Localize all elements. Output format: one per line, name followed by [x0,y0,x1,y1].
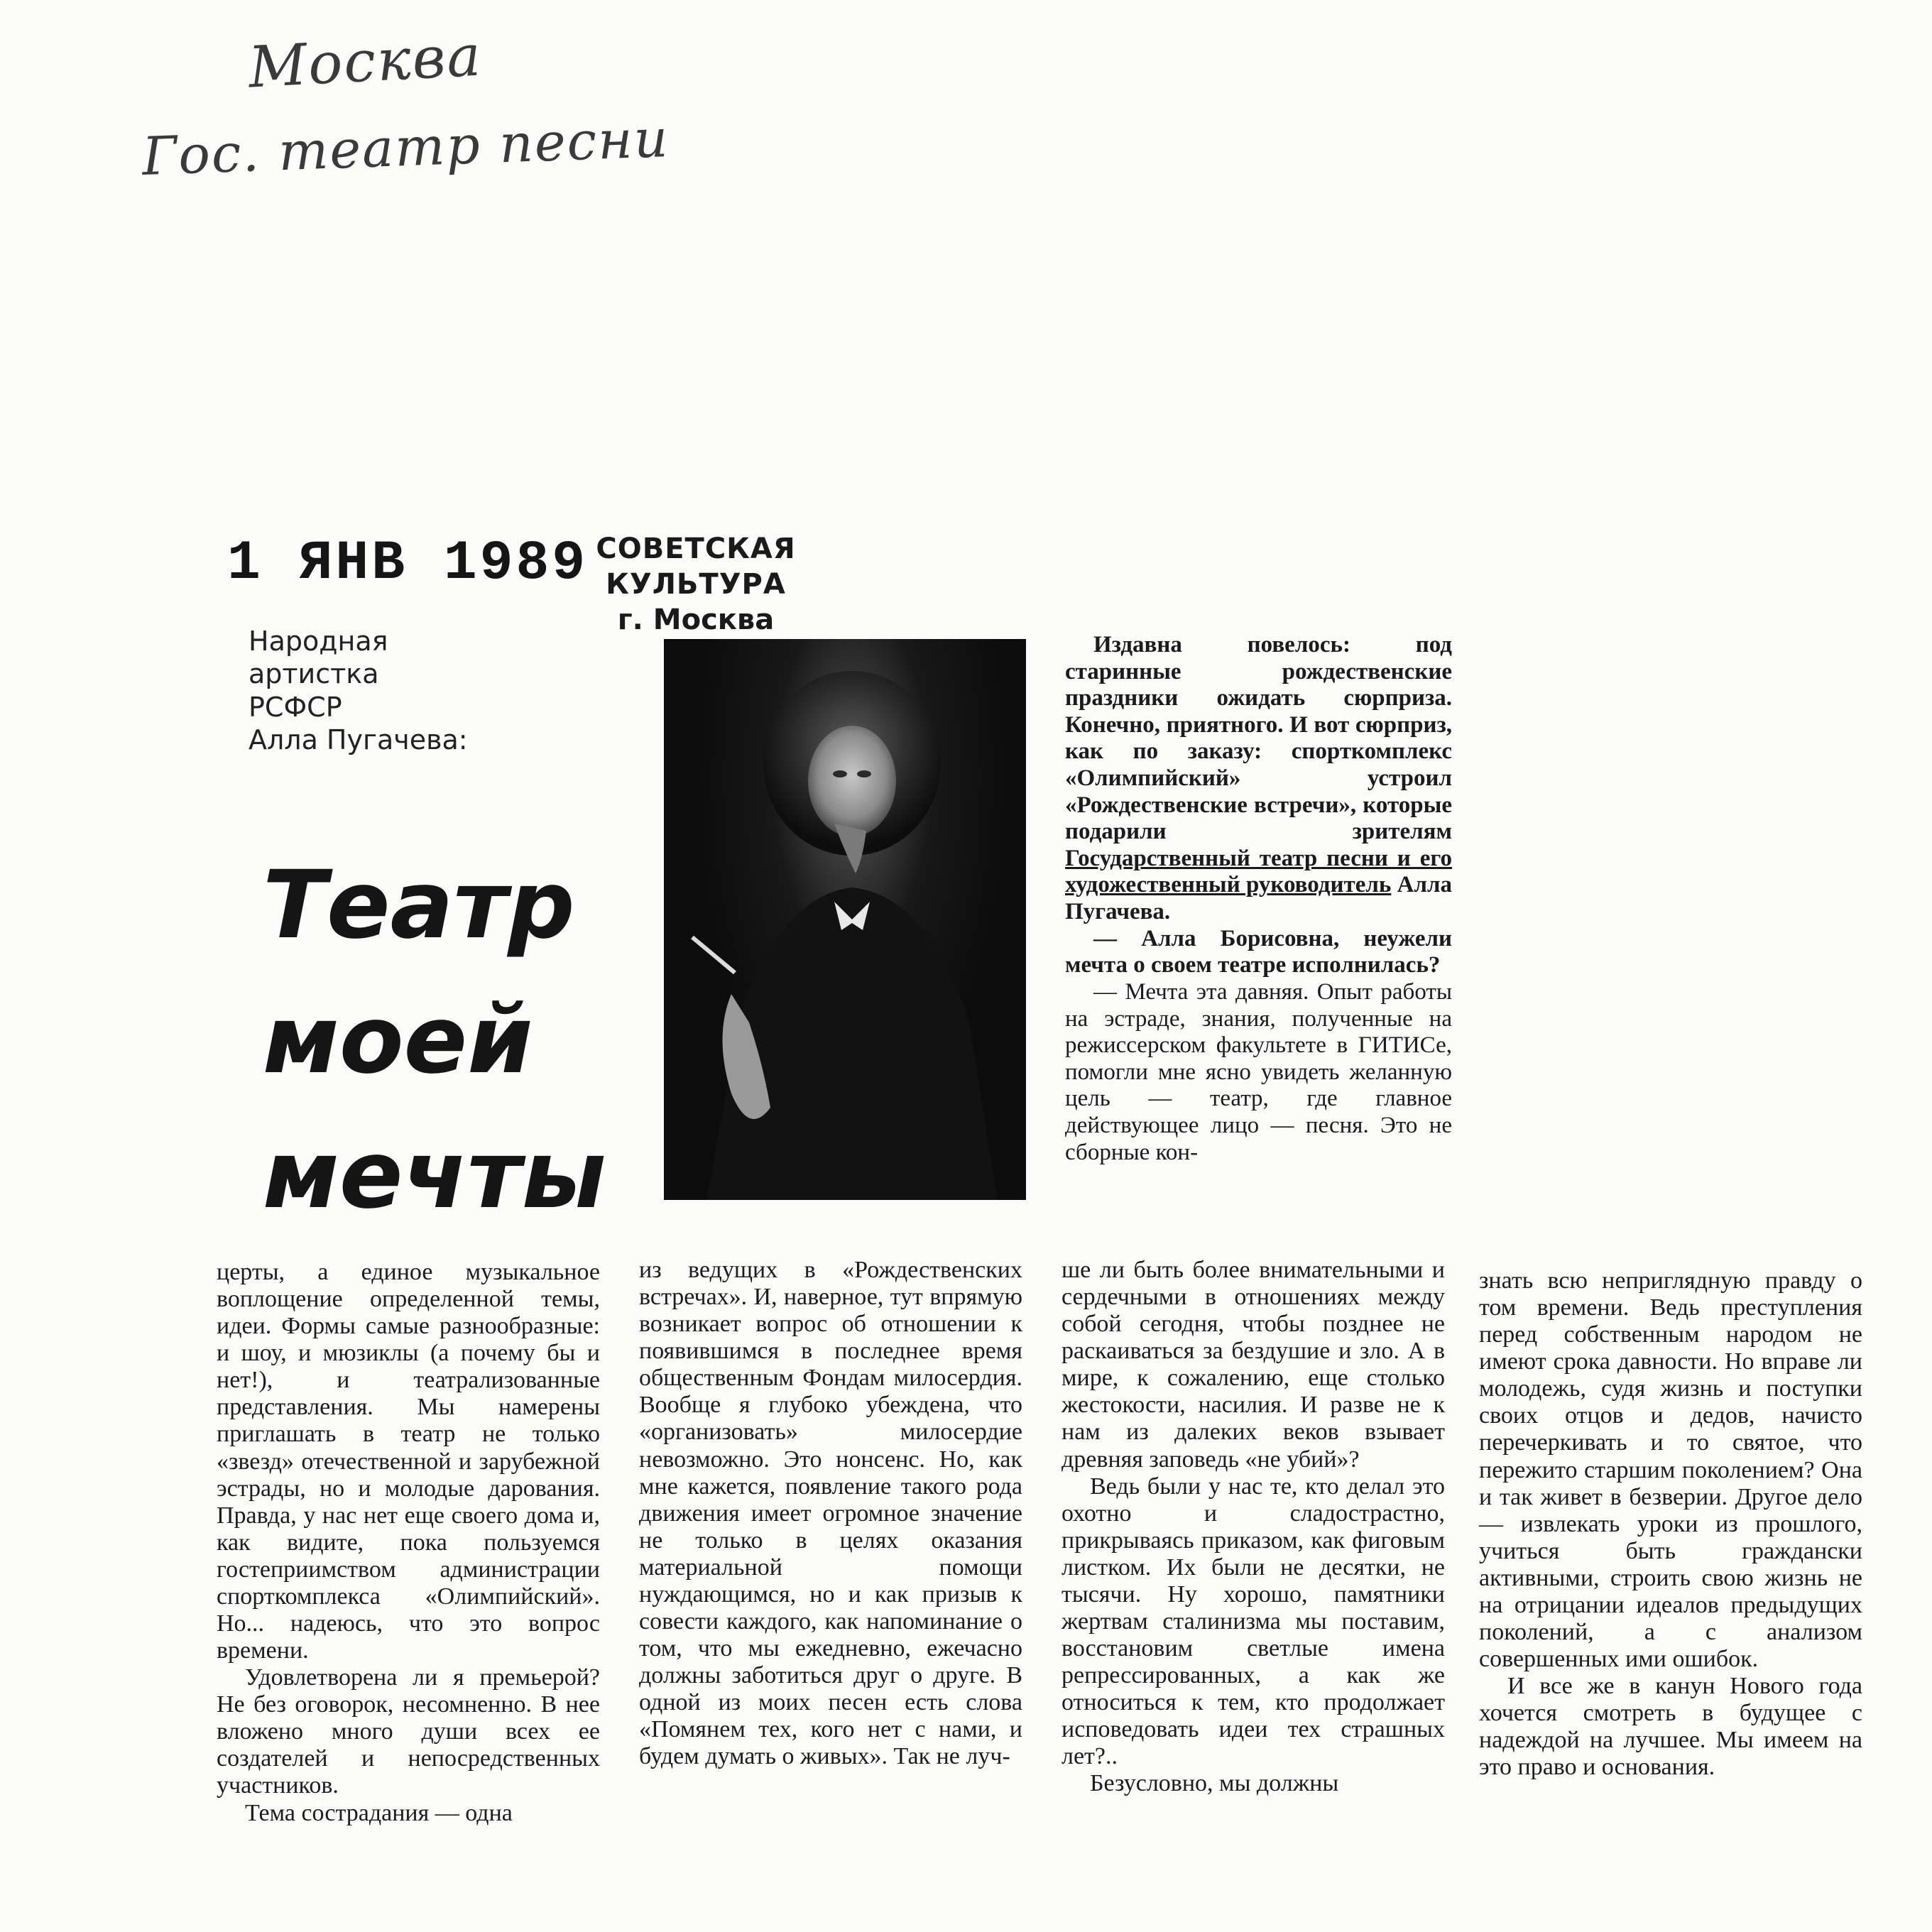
article-column-2 [639,1257,1022,1770]
headline-line: Театр [263,851,575,960]
handwritten-note-city: Москва [246,22,484,101]
interview-answer: — Мечта эта давняя. Опыт работы на эстраде, знания, полученные на режиссерском факультете в ГИТИСе, помогли мне ясно увидеть желанную цель — театр, где главное действующее лицо — песня. Это не сборные кон- [1065,978,1452,1165]
publication-city: г. Москва [617,604,775,636]
performer-silhouette [664,639,1026,1200]
article-kicker [249,625,589,756]
column-paragraph: Безусловно, мы должны [1090,1770,1339,1797]
headline-line: мечты [263,1120,606,1230]
handwritten-note-theater: Гос. театр песни [141,108,670,187]
lead-underlined-text: Государственный театр песни и его художественный руководитель [1065,845,1452,898]
article-lead [1065,632,1452,1166]
column-paragraph: Удовлетворена ли я премьерой? Не без оговорок, несомненно. В нее вложено много души всех ее создателей и непосредственных участников. [217,1664,600,1799]
article-column-3 [1061,1257,1445,1798]
column-paragraph: знать всю неприглядную правду о том времени. Ведь преступления перед собственным народом не имеют срока давности. Но вправе ли молодежь, судя жизнь и поступки своих отцов и дедов, начисто перечеркивать и то святое, что пережито старшим поколением? Она и так живет в безверии. Другое дело — извлекать уроки из прошлого, учиться быть граждански активными, строить свою жизнь не на отрицании идеалов предыдущих поколений, а с анализом совершенных ими ошибок. [1479,1267,1862,1673]
article-column-4 [1479,1267,1862,1781]
column-paragraph: Тема сострадания — одна [245,1799,513,1826]
article-headline [263,838,604,1243]
lead-text: Издавна повелось: под старинные рождественские праздники ожидать сюрприза. Конечно, приятного. И вот сюрприз, как по заказу: спорткомплекс «Олимпийский» устроил «Рождественские встречи», которые подарили зрителям [1065,632,1452,845]
kicker-line: РСФСР [249,691,342,723]
headline-line: моей [263,986,533,1095]
kicker-line: Народная [249,626,388,657]
publication-name: СОВЕТСКАЯ КУЛЬТУРА [596,533,796,601]
lead-paragraph [1065,632,1452,926]
column-paragraph: Ведь были у нас те, кто делал это охотно и сладострастно, прикрываясь приказом, как фиговым листком. Их были не десятки, не тысячи. Ну хорошо, памятники жертвам сталинизма мы поставим, восстановим светлые имена репрессированных, а как же относиться к тем, кто продолжает исповедовать идеи тех страшных лет?.. [1061,1473,1445,1770]
interview-question: — Алла Борисовна, неужели мечта о своем театре исполнилась? [1065,925,1452,978]
kicker-line: Алла Пугачева: [249,724,468,756]
column-paragraph: церты, а единое музыкальное воплощение определенной темы, идеи. Формы самые разнообразные: и шоу, и мюзиклы (а почему бы и нет!), и театрализованные представления. Мы намерены приглашать в театр не только «звезд» отечественной и зарубежной эстрады, но и молодые дарования. Правда, у нас нет еще своего дома и, как видите, пока пользуемся гостеприимством администрации спорткомплекса «Олимпийский». Но... надеюсь, что это вопрос времени. [217,1259,600,1664]
date-stamp: 1 ЯНВ 1989 [227,533,589,595]
column-paragraph: ше ли быть более внимательными и сердечными в отношениях между собой сегодня, чтобы позднее не раскаиваться за бездушие и зло. А в мире, к сожалению, еще столько жестокости, насилия. И разве не к нам из далеких веков взывает древняя заповедь «не убий»? [1061,1257,1445,1473]
lead-text-end: Алла Пугачева. [1065,872,1452,925]
column-paragraph: из ведущих в «Рождественских встречах». И, наверное, тут впрямую возникает вопрос об отношении к появившимся в последнее время общественным Фондам милосердия. Вообще я глубоко убеждена, что «организовать» милосердие невозможно. Это нонсенс. Но, как мне кажется, появление такого рода движения имеет огромное значение не только в целях оказания материальной помощи нуждающимся, но и как призыв к совести каждого, как напоминание о том, что мы ежедневно, ежечасно должны заботиться друг о друге. В одной из моих песен есть слова «Помянем тех, кого нет с нами, и будем думать о живых». Так не луч- [639,1257,1022,1770]
performer-photo [664,639,1026,1200]
article-column-1 [217,1259,600,1827]
publication-stamp [547,531,845,638]
column-paragraph: И все же в канун Нового года хочется смотреть в будущее с надеждой на лучшее. Мы имеем на это право и основания. [1479,1673,1862,1781]
kicker-line: артистка [249,658,379,690]
